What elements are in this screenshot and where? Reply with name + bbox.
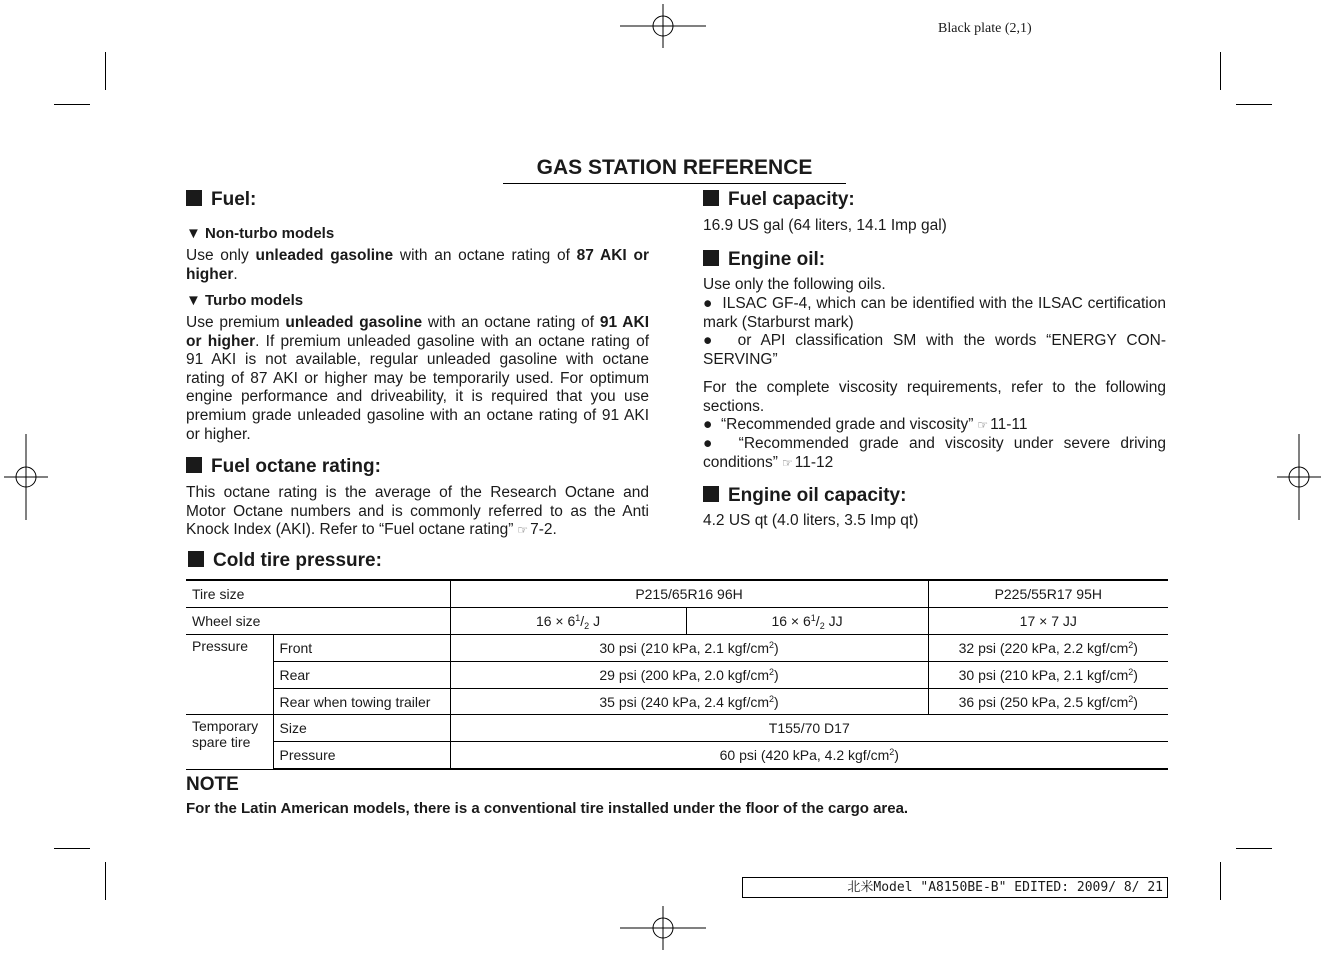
note-heading: NOTE [186,774,239,795]
crop-mark [1220,52,1221,90]
table-cell: 36 psi (250 kPa, 2.5 kgf/$cm^2$) [928,688,1168,715]
fuel-capacity-text: 16.9 US gal (64 liters, 14.1 Imp gal) [703,217,947,234]
table-cell: T155/70 D17 [450,715,1168,742]
square-bullet-icon [703,250,719,266]
octane-text: This octane rating is the average of the Research Octane and Motor Octane numbers and is commonly referred to as the Anti Knock Index (AKI). Refer to “Fuel octane rating” ☞ 7-2. [186,484,649,539]
nonturbo-heading: ▼ Non-turbo models [186,225,335,242]
octane-heading: Fuel octane rating: [186,456,381,478]
table-cell: Pressure [273,742,450,769]
tire-pressure-heading: Cold tire pressure: [188,550,382,572]
table-row [186,580,1168,607]
engine-oil-bullet-2: ● or API classification SM with the words “ENERGY CON-SERVING” [703,332,1166,368]
oil-capacity-text: 4.2 US qt (4.0 liters, 3.5 Imp qt) [703,512,919,529]
table-cell: 17 × 7 JJ [928,607,1168,634]
triangle-down-icon: ▼ [186,292,206,309]
table-cell: 30 psi (210 kPa, 2.1 kgf/$cm^2$) [928,661,1168,688]
bullet-dot-icon: ● [703,295,723,312]
table-row [186,607,1168,634]
turbo-text: Use premium unleaded gasoline with an octane rating of 91 AKI or higher. If premium unleaded gasoline with an octane rating of 91 AKI is not available, regular unleaded gasoline with octane rating of 87 AKI or higher may be temporarily used. For optimum engine performance and driveability, it is required that you use premium grade unleaded gasoline with an octane rating of 91 AKI or higher. [186,314,649,443]
table-cell: 32 psi (220 kPa, 2.2 kgf/$cm^2$) [928,634,1168,661]
square-bullet-icon [186,457,202,473]
crop-mark [1236,104,1272,105]
table-cell: P215/65R16 96H [450,580,928,607]
fuel-capacity-heading: Fuel capacity: [703,189,855,211]
engine-oil-bullet-1: ● ILSAC GF-4, which can be identified with the ILSAC certification mark (Starburst mark) [703,295,1166,331]
nonturbo-text: Use only unleaded gasoline with an octane rating of 87 AKI or higher. [186,247,649,283]
table-cell: $16 \times 6^1/_2$ JJ [686,607,928,634]
fuel-heading: Fuel: [186,189,256,211]
table-cell: 30 psi (210 kPa, 2.1 kgf/$cm^2$) [450,634,928,661]
viscosity-ref-1: ● “Recommended grade and viscosity” ☞ 11-11 [703,416,1028,433]
page-title: GAS STATION REFERENCE [503,156,846,184]
crop-mark [1236,848,1272,849]
table-cell: P225/55R17 95H [928,580,1168,607]
table-row [186,742,1168,769]
table-cell: 35 psi (240 kPa, 2.4 kgf/$cm^2$) [450,688,928,715]
table-row [186,634,1168,661]
turbo-heading: ▼ Turbo models [186,292,304,309]
square-bullet-icon [703,486,719,502]
table-cell: 29 psi (200 kPa, 2.0 kgf/$cm^2$) [450,661,928,688]
table-cell: Rear [273,661,450,688]
engine-oil-intro: Use only the following oils. [703,276,886,293]
page-ref-icon: ☞ [781,455,793,470]
crop-mark [105,52,106,90]
table-cell: Wheel size [186,607,450,634]
bullet-dot-icon: ● [703,435,739,452]
table-cell: 60 psi (420 kPa, 4.2 kgf/$cm^2$) [450,742,1168,769]
table-cell: $16 \times 6^1/_2$ J [450,607,686,634]
crop-mark [54,848,90,849]
crop-mark [1220,862,1221,900]
table-cell: Rear when towing trailer [273,688,450,715]
table-row [186,715,1168,742]
table-cell: Front [273,634,450,661]
engine-oil-heading: Engine oil: [703,249,825,271]
footer-edit-stamp: 北米Model "A8150BE-B" EDITED: 2009/ 8/ 21 [742,877,1168,898]
table-row [186,661,1168,688]
table-cell: Pressure [186,634,273,715]
bullet-dot-icon: ● [703,332,738,349]
oil-capacity-heading: Engine oil capacity: [703,485,906,507]
square-bullet-icon [188,551,204,567]
table-cell: Tire size [186,580,450,607]
registration-mark-right-icon [1277,434,1321,520]
viscosity-para: For the complete viscosity requirements, refer to the following sections. [703,379,1166,415]
triangle-down-icon: ▼ [186,225,206,242]
square-bullet-icon [703,190,719,206]
bullet-dot-icon: ● [703,416,721,433]
tire-pressure-table [186,579,1168,770]
page-ref-icon: ☞ [977,418,989,432]
registration-mark-left-icon [4,434,48,520]
table-row [186,688,1168,715]
registration-mark-bottom-icon [620,906,706,950]
crop-mark [105,862,106,900]
note-text: For the Latin American models, there is a conventional tire installed under the floor of the cargo area. [186,800,909,817]
table-cell: Size [273,715,450,742]
plate-label: Black plate (2,1) [938,21,1032,36]
crop-mark [54,104,90,105]
square-bullet-icon [186,190,202,206]
table-cell: Temporary spare tire [186,715,273,769]
viscosity-ref-2: ● “Recommended grade and viscosity under severe driving conditions” ☞ 11-12 [703,435,1166,471]
registration-mark-top-icon [620,4,706,48]
page-ref-icon: ☞ [517,523,529,538]
